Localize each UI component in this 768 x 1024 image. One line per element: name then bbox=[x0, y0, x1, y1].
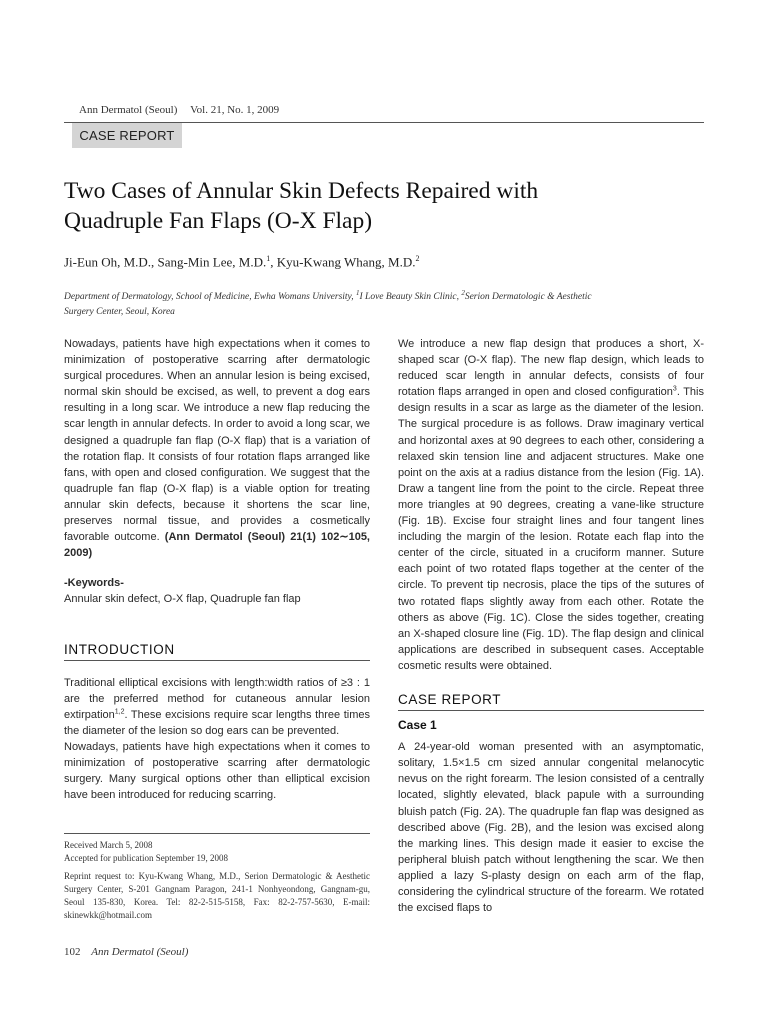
affiliation-4: Surgery Center, Seoul, Korea bbox=[64, 307, 175, 318]
article-type-badge: CASE REPORT bbox=[72, 123, 182, 148]
flap-citation: 3 bbox=[672, 385, 677, 393]
footer-journal: Ann Dermatol (Seoul) bbox=[91, 946, 189, 958]
abstract-citation: (Ann Dermatol (Seoul) 21(1) 102∼105, 2009) bbox=[64, 531, 370, 560]
page-footer bbox=[64, 946, 188, 958]
keywords-heading: -Keywords- bbox=[64, 577, 124, 590]
authors-part-2: , Kyu-Kwang Whang, M.D. bbox=[270, 254, 416, 270]
received-date: Received March 5, 2008 bbox=[64, 840, 153, 850]
affiliation-2: I Love Beauty Skin Clinic, bbox=[359, 292, 462, 303]
volume-info: Vol. 21, No. 1, 2009 bbox=[190, 104, 280, 116]
case-1-text: A 24-year-old woman presented with an asymptomatic, solitary, 1.5×1.5 cm sized annular congenital melanocytic nevus on the right forearm. The lesion consisted of a centrally located, slightly elevated, black papule with a surrounding bluish patch (Fig. 2A). The quadruple fan flap was designed as described above (Fig. 2B), and the lesion was excised along the marking lines. This design made it easier to excise the peripheral bluish patch without lengthening the scar. We then applied a lazy S-plasty design on each arm of the flap, considering the cylindrical structure of the forearm. We rotated the excised flaps to bbox=[398, 741, 704, 915]
journal-name: Ann Dermatol (Seoul) bbox=[79, 104, 178, 116]
affiliation-3: Serion Dermatologic & Aesthetic bbox=[464, 292, 592, 303]
author-sup-2: 2 bbox=[415, 254, 420, 263]
flap-text-a: We introduce a new flap design that produces a short, X-shaped scar (O-X flap). The new flap design, which leads to reduced scar length in annular defects, consists of four rotation flaps arranged in open and closed configuration bbox=[398, 338, 704, 399]
intro-p1-text-a: Traditional elliptical excisions with length:width ratios of ≥3 : 1 are the preferred method for cutaneous annular lesion extirpation bbox=[64, 676, 370, 721]
title-line-2: Quadruple Fan Flaps (O-X Flap) bbox=[64, 208, 373, 234]
intro-p1-citation: 1,2 bbox=[114, 708, 125, 716]
intro-p1-text-b: . These excisions require scar lengths three times the diameter of the lesion so dog ears can be prevented. bbox=[64, 708, 370, 737]
flap-design-paragraph bbox=[398, 336, 704, 674]
intro-paragraph-1 bbox=[64, 675, 370, 739]
affiliation-1: Department of Dermatology, School of Medicine, Ewha Womans University, bbox=[64, 292, 356, 303]
introduction-heading: INTRODUCTION bbox=[64, 642, 370, 661]
title-line-1: Two Cases of Annular Skin Defects Repaired with bbox=[64, 178, 539, 204]
abstract-text: Nowadays, patients have high expectations when it comes to minimization of postoperative scarring after dermatologic surgical procedures. When an annular lesion is being excised, normal skin should be excised, as well, to prevent a dog ears resulting in a long scar. We introduce a new flap reducing the scar length in annular defects. In order to avoid a long scar, we designed a quadruple fan flap (O-X flap) that is a variation of the rotation flap. It consists of four rotation flaps arranged like fans, with open and closed configuration. We suggest that the quadruple fan flap (O-X flap) is a viable option for treating annular skin defects, because it shortens the scar line, preserves normal tissue, and provides a cosmetically favorable outcome. bbox=[64, 338, 370, 544]
case-1-heading: Case 1 bbox=[398, 718, 437, 733]
author-list bbox=[64, 254, 420, 270]
footnote bbox=[64, 833, 370, 923]
intro-paragraph-2: Nowadays, patients have high expectations when it comes to minimization of postoperative scarring after dermatologic surgery. Many surgical options other than elliptical excision have been introduced for reducing scarring. bbox=[64, 740, 370, 802]
article-title bbox=[64, 176, 684, 236]
reprint-request bbox=[64, 870, 370, 923]
reprint-text: Kyu-Kwang Whang, M.D., Serion Dermatologic & Aesthetic Surgery Center, S-201 Gangnam Paragon, 241-1 Nonhyeondong, Gangnam-gu, Seoul 135-830, Korea. Tel: 82-2-515-5158, Fax: 82-2-757-5630, E-mail: skinewkk@hotmail.com bbox=[64, 870, 370, 921]
case-report-heading: CASE REPORT bbox=[398, 692, 704, 711]
affiliations bbox=[64, 286, 704, 320]
affiliation-sup-2: 2 bbox=[461, 289, 465, 297]
author-sup-1: 1 bbox=[266, 254, 271, 263]
reprint-label: Reprint request to: bbox=[64, 870, 139, 881]
page-number: 102 bbox=[64, 946, 81, 958]
flap-text-b: . This design results in a scar as large as the diameter of the lesion. The surgical procedure is as follows. Draw imaginary vertical and horizontal axes at 90 degrees to each other, considering a relaxed skin tension line and adjacent structures. Make one point on the axis at a radius distance from the lesion (Fig. 1A). Draw a tangent line from the point to the circle. Repeat three more triangles at 90 degrees, creating a vane-like structure (Fig. 1B). Excise four straight lines and four tangent lines including the margin of the lesion. Rotate each flap into the center of the circle, situated in a cruciform manner. Suture each point of two rotated flaps together at the center of the circle. To prevent tip necrosis, place the tips of the sutures of two rotated flaps slightly away from each other. Rotate the others as above (Fig. 1C). Close the sides together, creating an X-shaped closure line (Fig. 1D). The flap design and clinical applications are described in subsequent cases. Acceptable cosmetic results were obtained. bbox=[398, 386, 704, 672]
affiliation-sup-1: 1 bbox=[356, 289, 360, 297]
accepted-date: Accepted for publication September 19, 2008 bbox=[64, 853, 228, 864]
right-column bbox=[398, 336, 704, 916]
keywords-text: Annular skin defect, O-X flap, Quadruple fan flap bbox=[64, 593, 301, 606]
left-column bbox=[64, 336, 370, 803]
running-header bbox=[79, 104, 279, 116]
authors-part-1: Ji-Eun Oh, M.D., Sang-Min Lee, M.D. bbox=[64, 254, 267, 270]
abstract bbox=[64, 336, 370, 561]
